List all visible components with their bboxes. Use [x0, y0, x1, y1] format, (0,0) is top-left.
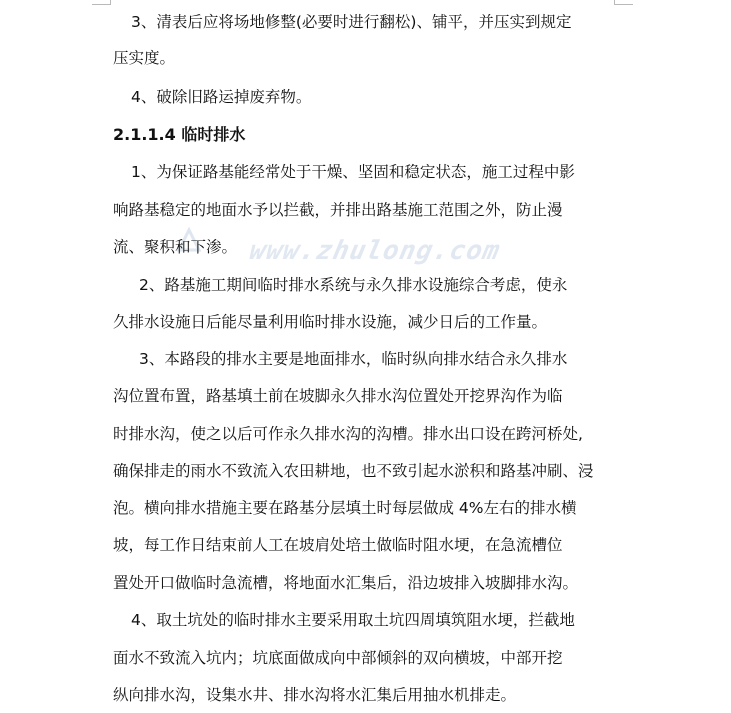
paragraph-line: 久排水设施日后能尽量利用临时排水设施，减少日后的工作量。 — [113, 313, 548, 331]
paragraph-line: 沟位置布置，路基填土前在坡脚永久排水沟位置处开挖界沟作为临 — [113, 387, 563, 405]
paragraph-line: 时排水沟，使之以后可作永久排水沟的沟槽。排水出口设在跨河桥处, — [113, 425, 583, 443]
paragraph-line: 4、取土坑处的临时排水主要采用取土坑四周填筑阻水埂，拦截地 — [131, 611, 575, 629]
paragraph-line: 纵向排水沟，设集水井、排水沟将水汇集后用抽水机排走。 — [113, 686, 517, 704]
page-corner-mark-right — [614, 0, 633, 5]
paragraph-line: 1、为保证路基能经常处于干燥、坚固和稳定状态，施工过程中影 — [131, 163, 575, 181]
paragraph-line: 确保排走的雨水不致流入农田耕地，也不致引起水淤积和路基冲刷、浸 — [113, 462, 594, 480]
paragraph-line: 压实度。 — [113, 49, 176, 67]
paragraph-line: 2、路基施工期间临时排水系统与永久排水设施综合考虑，使永 — [139, 276, 568, 294]
page-corner-mark-left — [92, 0, 111, 5]
paragraph-line: 流、聚积和下渗。 — [113, 238, 238, 256]
paragraph-line: 置处开口做临时急流槽，将地面水汇集后，沿边坡排入坡脚排水沟。 — [113, 574, 579, 592]
paragraph-line: 3、清表后应将场地修整(必要时进行翻松)、铺平，并压实到规定 — [131, 13, 572, 31]
paragraph-line: 坡，每工作日结束前人工在坡肩处培土做临时阻水埂，在急流槽位 — [113, 536, 563, 554]
section-heading: 2.1.1.4 临时排水 — [113, 125, 246, 144]
paragraph-line: 3、本路段的排水主要是地面排水，临时纵向排水结合永久排水 — [139, 350, 568, 368]
paragraph-line: 面水不致流入坑内；坑底面做成向中部倾斜的双向横坡，中部开挖 — [113, 649, 563, 667]
paragraph-line: 泡。横向排水措施主要在路基分层填土时每层做成 4%左右的排水横 — [113, 499, 577, 517]
paragraph-line: 4、破除旧路运掉废弃物。 — [131, 88, 312, 106]
watermark: www.zhulong.com — [246, 236, 504, 266]
paragraph-line: 响路基稳定的地面水予以拦截，并排出路基施工范围之外，防止漫 — [113, 201, 563, 219]
